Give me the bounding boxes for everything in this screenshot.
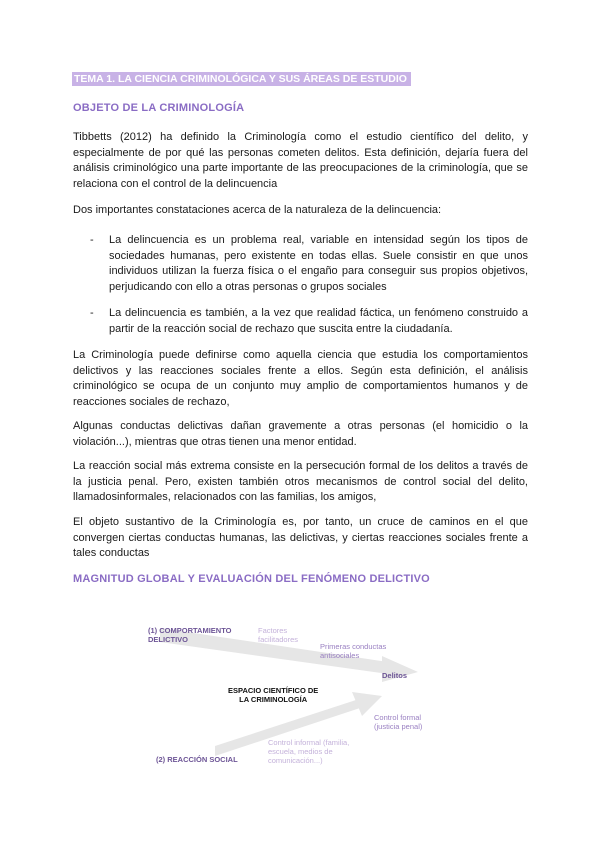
paragraph-constataciones: Dos importantes constataciones acerca de la naturaleza de la delincuencia: <box>73 204 442 216</box>
paragraph-objeto: El objeto sustantivo de la Criminología es, por tanto, un cruce de caminos en el que convergen ciertas conductas humanas, las delictivas, y ciertas reacciones sociales frente a tales conductas <box>73 516 528 559</box>
label-text: Control formal (justicia penal) <box>374 713 423 731</box>
label-text: ESPACIO CIENTÍFICO DE LA CRIMINOLOGÍA <box>228 686 319 704</box>
paragraph-definicion: La Criminología puede definirse como aquella ciencia que estudia los comportamientos delictivos y las reacciones sociales frente a ellos. Según esta definición, el análisis criminológico se ocupa de un conjunto muy amplio de comportamientos humanos y de reacciones sociales de rechazo, <box>73 349 528 408</box>
label-primeras-conductas <box>320 642 386 660</box>
label-text: Factores facilitadores <box>258 626 299 644</box>
label-text: Delitos <box>382 671 408 680</box>
label-text: Primeras conductas antisociales <box>320 642 387 660</box>
label-text: (2) REACCIÓN SOCIAL <box>156 755 238 764</box>
label-espacio-cientifico <box>228 686 318 704</box>
paragraph-conductas: Algunas conductas delictivas dañan gravemente a otras personas (el homicidio o la violación...), mientras que otras tienen una menor entidad. <box>73 420 528 448</box>
label-comportamiento-delictivo <box>148 626 231 644</box>
bullet-text: La delincuencia es también, a la vez que realidad fáctica, un fenómeno construido a partir de la reacción social de rechazo que suscita entre la ciudadanía. <box>109 307 528 335</box>
paragraph-tibbetts: Tibbetts (2012) ha definido la Criminología como el estudio científico del delito, y especialmente de por qué las personas cometen delitos. Esta definición, dejaría fuera del análisis criminológico una parte importante de las preocupaciones de la criminología, que se relaciona con el control de la delincuencia <box>73 131 528 190</box>
paragraph-reaccion: La reacción social más extrema consiste en la persecución formal de los delitos a través de la justicia penal. Pero, existen también otros mecanismos de control social del delito, llamadosinformales, relacionados con las familias, los amigos, <box>73 460 528 503</box>
label-factores <box>258 626 298 644</box>
label-text: (1) COMPORTAMIENTO DELICTIVO <box>148 626 232 644</box>
label-text: Control informal (familia, escuela, medios de comunicación...) <box>268 738 350 765</box>
section-heading-objeto: OBJETO DE LA CRIMINOLOGÍA <box>73 102 245 114</box>
label-control-informal <box>268 738 349 765</box>
bullet-text: La delincuencia es un problema real, variable en intensidad según los tipos de sociedades humanas, pero existente en todas ellas. Suele consistir en que unos individuos utilizan la fuerza física o el engaño para conseguir sus propios objetivos, perjudicando con ello a otras personas o grupos sociales <box>109 234 528 293</box>
bullet-marker: - <box>90 307 94 319</box>
criminology-diagram <box>120 612 460 772</box>
label-reaccion-social <box>156 755 238 764</box>
section-heading-magnitud: MAGNITUD GLOBAL Y EVALUACIÓN DEL FENÓMENO DELICTIVO <box>73 573 430 585</box>
bullet-marker: - <box>90 234 94 246</box>
label-control-formal <box>374 713 422 731</box>
document-title: TEMA 1. LA CIENCIA CRIMINOLÓGICA Y SUS ÁREAS DE ESTUDIO <box>72 72 411 86</box>
label-delitos <box>382 671 407 680</box>
